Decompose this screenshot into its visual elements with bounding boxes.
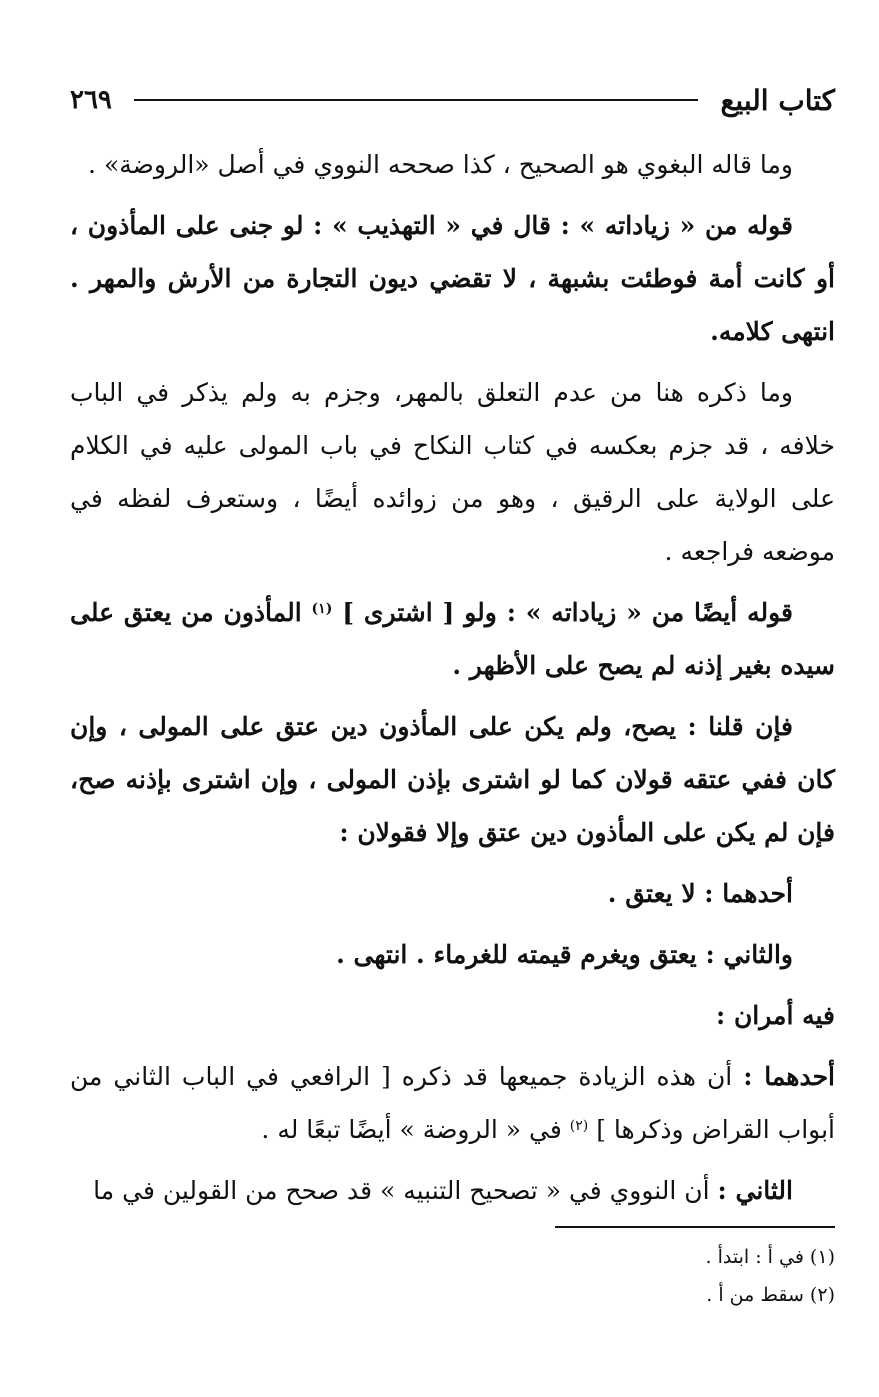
paragraph-10 — [70, 1164, 835, 1217]
paragraph-3-text: وما ذكره هنا من عدم التعلق بالمهر، وجزم به ولم يذكر في الباب خلافه ، قد جزم بعكسه في كتاب النكاح في باب المولى عليه في الكلام على الولاية على الرقيق ، وهو من زوائده أيضًا ، وستعرف لفظه في موضعه فراجعه . — [70, 378, 835, 566]
paragraph-9 — [70, 1050, 835, 1156]
paragraph-7-text: والثاني : يعتق ويغرم قيمته للغرماء . انتهى . — [336, 940, 793, 969]
paragraph-10-lead: الثاني : — [717, 1176, 793, 1205]
paragraph-4-text-b: المأذون من يعتق على سيده بغير إذنه لم يصح على الأظهر . — [70, 598, 835, 680]
paragraph-10-text: أن النووي في « تصحيح التنبيه » قد صحح من القولين في ما — [93, 1176, 710, 1205]
paragraph-9-text-a: أن هذه الزيادة جميعها قد ذكره [ الرافعي في الباب الثاني من أبواب القراض وذكرها ] — [70, 1062, 835, 1144]
main-text — [70, 138, 835, 1225]
paragraph-6-text: أحدهما : لا يعتق . — [607, 879, 793, 908]
paragraph-5 — [70, 700, 835, 859]
paragraph-7 — [70, 928, 835, 981]
paragraph-2 — [70, 199, 835, 358]
footnote-ref-2: (٢) — [569, 1118, 589, 1134]
footnote-rule — [555, 1226, 835, 1228]
paragraph-8-text: فيه أمران : — [716, 1001, 835, 1030]
paragraph-1 — [70, 138, 835, 191]
footnotes — [70, 1238, 835, 1314]
paragraph-5-text: فإن قلنا : يصح، ولم يكن على المأذون دين عتق على المولى ، وإن كان ففي عتقه قولان كما لو اشترى بإذن المولى ، وإن اشترى بإذنه صح، فإن لم يكن على المأذون دين عتق وإلا فقولان : — [70, 712, 835, 847]
header-rule — [134, 99, 699, 101]
footnote-ref-1: (١) — [311, 601, 333, 617]
footnote-2: (٢) سقط من أ . — [706, 1284, 835, 1306]
running-header — [70, 78, 835, 122]
page-number: ٢٦٩ — [70, 85, 112, 115]
chapter-title: كتاب البيع — [720, 83, 835, 117]
paragraph-4-text-a: قوله أيضًا من « زياداته » : ولو [ اشترى ] — [342, 598, 793, 627]
paragraph-6 — [70, 867, 835, 920]
paragraph-9-lead: أحدهما : — [743, 1062, 835, 1091]
paragraph-9-text-b: في « الروضة » أيضًا تبعًا له . — [261, 1115, 562, 1144]
paragraph-8 — [70, 989, 835, 1042]
paragraph-1-text: وما قاله البغوي هو الصحيح ، كذا صححه النووي في أصل «الروضة» . — [88, 150, 793, 179]
footnote-1: (١) في أ : ابتدأ . — [705, 1246, 835, 1268]
paragraph-4 — [70, 586, 835, 692]
paragraph-2-text: قوله من « زياداته » : قال في « التهذيب » : لو جنى على المأذون ، أو كانت أمة فوطئت بشبهة ، لا تقضي ديون التجارة من الأرش والمهر . انتهى كلامه. — [70, 211, 835, 346]
paragraph-3 — [70, 366, 835, 578]
